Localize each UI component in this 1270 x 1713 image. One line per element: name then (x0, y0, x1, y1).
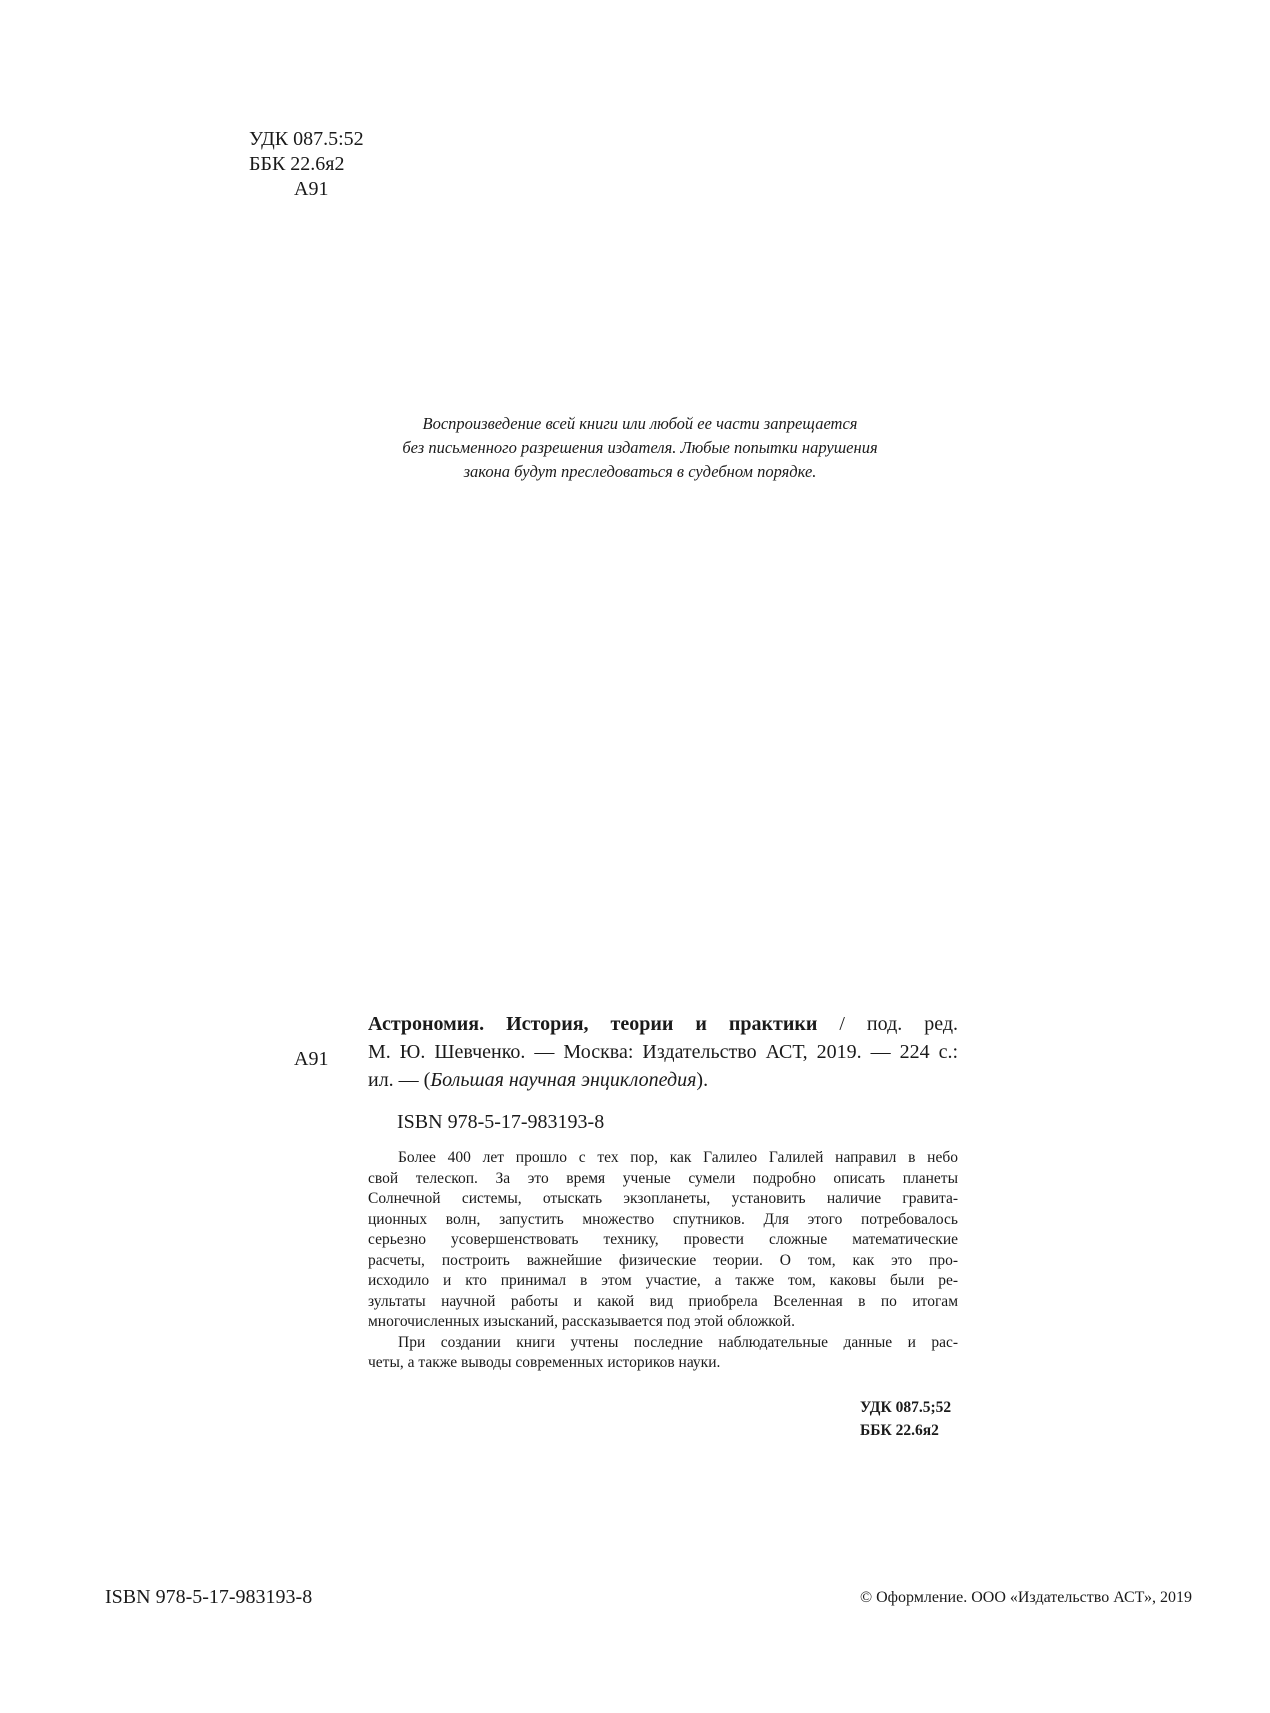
classification-block (249, 127, 364, 202)
entry-isbn: ISBN 978-5-17-983193-8 (397, 1111, 605, 1133)
copyright-notice (340, 412, 940, 484)
biblio-line-3 (368, 1066, 958, 1094)
annotation-line: ционных волн, запустить множество спутников. Для этого потребовалось (368, 1210, 958, 1228)
udk-code-bold: УДК 087.5;52 (860, 1399, 952, 1416)
bibliographic-entry (368, 1010, 958, 1094)
notice-line: без письменного разрешения издателя. Любые попытки нарушения (402, 438, 878, 457)
udk-code: УДК 087.5:52 (249, 128, 364, 150)
annotation-line: свой телескоп. За это время ученые сумели подробно описать планеты (368, 1169, 958, 1187)
annotation-line: серьезно усовершенствовать технику, провести сложные математические (368, 1231, 958, 1248)
bbk-code-bold: ББК 22.6я2 (860, 1422, 939, 1439)
annotation-line: зультаты научной работы и какой вид приобрела Вселенная в по итогам (368, 1292, 958, 1310)
annotation-line: исходило и кто принимал в этом участие, а также том, каковы были ре- (368, 1272, 958, 1289)
biblio-line-1 (368, 1010, 958, 1038)
editor-prefix: / под. ред. (817, 1013, 958, 1035)
author-mark: А91 (294, 178, 329, 200)
notice-line: Воспроизведение всей книги или любой ее части запрещается (422, 414, 858, 433)
notice-line: закона будут преследоваться в судебном порядке. (463, 462, 817, 481)
codes-right (860, 1396, 951, 1442)
annotation-line: Солнечной системы, отыскать экзопланеты, установить наличие гравита- (368, 1190, 958, 1207)
footer-isbn: ISBN 978-5-17-983193-8 (105, 1586, 313, 1608)
book-title: Астрономия. История, теории и практики (368, 1013, 818, 1035)
annotation-line: многочисленных изысканий, рассказывается под этой обложкой. (368, 1313, 795, 1330)
biblio-line-2: М. Ю. Шевченко. — Москва: Издательство АСТ, 2019. — 224 с.: (368, 1041, 958, 1063)
illustrations-prefix: ил. — ( (368, 1069, 431, 1091)
bbk-code: ББК 22.6я2 (249, 153, 345, 175)
series-suffix: ). (696, 1069, 709, 1091)
annotation-line: расчеты, построить важнейшие физические теории. О том, как это про- (368, 1251, 958, 1269)
annotation-line: четы, а также выводы современных историков науки. (368, 1354, 721, 1371)
annotation (368, 1148, 958, 1374)
entry-author-mark: А91 (294, 1048, 329, 1070)
annotation-line: Более 400 лет прошло с тех пор, как Галилео Галилей направил в небо (398, 1149, 958, 1166)
footer-copyright: © Оформление. ООО «Издательство АСТ», 2019 (859, 1589, 1192, 1606)
series-title: Большая научная энциклопедия (430, 1069, 697, 1091)
annotation-line: При создании книги учтены последние наблюдательные данные и рас- (398, 1333, 958, 1351)
